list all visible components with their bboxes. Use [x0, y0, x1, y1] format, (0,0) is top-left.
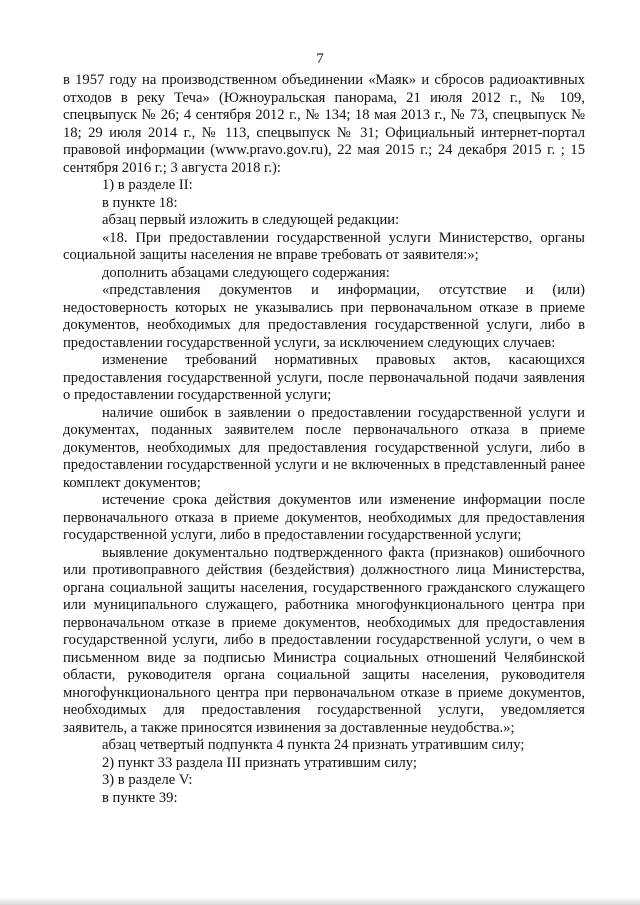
paragraph-documents-requirement: «представления документов и информации, отсутствие и (или) недостоверность которых не указывались при первоначальном отказе в приеме документов, необходимых для предоставления государственной услуги, либо в предоставлении государственной услуги, за исключением следующих случаев:	[63, 282, 585, 351]
paragraph-add-abzacs: дополнить абзацами следующего содержания:	[102, 264, 390, 281]
paragraph-case-errors: наличие ошибок в заявлении о предоставлении государственной услуги и документах, поданных заявителем после первоначального отказа в приеме документов, необходимых для предоставления государственной услуги, либо в предоставлении государственной услуги и не включенных в представленный ранее комплект документов;	[63, 404, 585, 491]
paragraph-point-33-invalid: 2) пункт 33 раздела III признать утратившим силу;	[102, 754, 417, 771]
paragraph-abzac-4-invalid: абзац четвертый подпункта 4 пункта 24 признать утратившим силу;	[102, 737, 525, 753]
paragraph-section-2: 1) в разделе II:	[102, 177, 193, 193]
paragraph-point-39: в пункте 39:	[102, 789, 178, 806]
page-number: 7	[316, 51, 324, 67]
paragraph-case-expiry: истечение срока действия документов или изменение информации после первоначального отказа в приеме документов, необходимых для предоставления государственной услуги, либо в предоставлении государственной услуги;	[63, 492, 585, 543]
scan-bottom-edge	[0, 897, 640, 905]
paragraph-point-18-text: «18. При предоставлении государственной услуги Министерство, органы социальной защиты населения не вправе требовать от заявителя:»;	[63, 229, 585, 263]
paragraph-case-misconduct: выявление документально подтвержденного факта (признаков) ошибочного или противоправного действия (бездействия) должностного лица Министерства, органа социальной защиты населения, государственного гражданского служащего или муниципального служащего, работника многофункционального центра при первоначальном отказе в приеме документов, необходимых для предоставления государственной услуги, либо в предоставлении государственной услуги, о чем в письменном виде за подписью Министра социальных отношений Челябинской области, руководителя органа социальной защиты населения, руководителя многофункционального центра при первоначальном отказе в приеме документов, необходимых для предоставления государственной услуги, уведомляется заявитель, а также приносятся извинения за доставленные неудобства.»;	[63, 544, 585, 736]
paragraph-continuation: в 1957 году на производственном объединении «Маяк» и сбросов радиоактивных отходов в реку Теча» (Южноуральская панорама, 21 июля 2012 г., № 109, спецвыпуск № 26; 4 сентября 2012 г., № 134; 18 мая 2013 г., № 73, спецвыпуск № 18; 29 июля 2014 г., № 113, спецвыпуск № 31; Официальный интернет-портал правовой информации (www.pravo.gov.ru), 22 мая 2015 г.; 24 декабря 2015 г. ; 15 сентября 2016 г.; 3 августа 2018 г.):	[63, 72, 585, 176]
paragraph-first-abzac: абзац первый изложить в следующей редакции:	[102, 212, 400, 228]
paragraph-point-18: в пункте 18:	[102, 194, 178, 211]
paragraph-section-5: 3) в разделе V:	[102, 772, 193, 788]
paragraph-case-changes: изменение требований нормативных правовых актов, касающихся предоставления государственной услуги, после первоначальной подачи заявления о предоставлении государственной услуги;	[63, 352, 585, 403]
document-body	[63, 72, 585, 807]
